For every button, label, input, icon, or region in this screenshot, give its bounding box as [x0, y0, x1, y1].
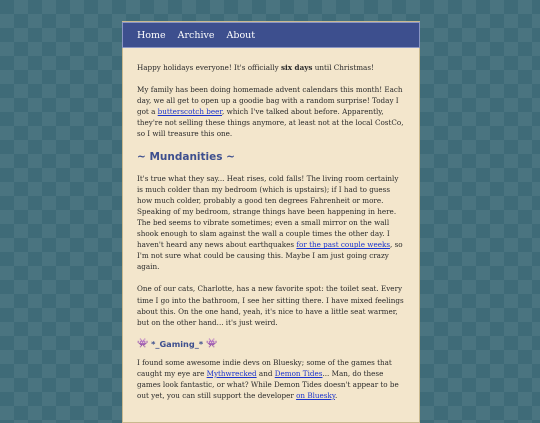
heat-text: It's true what they say... Heat rises, cold falls! The living room certainly is much colder than my bedroom (which is upstairs); if I had to guess how much colder, probably a good ten degrees Fahrenheit or more. Speaking of my bedroom, strange things have been happening in here. The bed seems to vibrate sometimes; even a small mirror on the wall shook enough to slam against the wall a couple times the other day. I haven't heard any news about earthquakes [137, 173, 399, 250]
bluesky-link[interactable]: on Bluesky [296, 391, 335, 401]
intro-paragraph-2 [137, 84, 405, 139]
demon-tides-link[interactable]: Demon Tides [274, 368, 323, 378]
intro-paragraph-1 [137, 62, 405, 73]
gaming-paragraph-1 [137, 357, 405, 401]
indie-text-mid: ... Man, do these games look fantastic, or what? While Demon Tides doesn't appear to be out yet, you can still support the developer [137, 368, 399, 401]
mundanities-paragraph-2: One of our cats, Charlotte, has a new favorite spot: the toilet seat. Every time I go into the bathroom, I see her sitting there. I have mixed feelings about this. On the one hand, yeah, it's nice to have a little seat warmer, but on the other hand... it's just weird. [137, 284, 404, 327]
post-content [123, 48, 419, 401]
days-count: six days [280, 63, 313, 72]
mythwrecked-link[interactable]: Mythwrecked [206, 368, 257, 378]
indie-text-and: and [256, 368, 275, 378]
nav-archive-link[interactable]: Archive [177, 29, 215, 41]
nav-home-link[interactable]: Home [137, 29, 166, 41]
top-navbar [122, 22, 420, 48]
advent-text-end: , which I've talked about before. Apparently, they're not selling these things anymore, at least not at the local CostCo, so I will treasure this one. [137, 107, 404, 139]
alien-monster-icon-right: 👾 [205, 338, 218, 349]
mundanities-paragraph-1 [137, 173, 405, 273]
gaming-heading-text: *_Gaming_* [151, 338, 204, 349]
indie-text-end: . [334, 391, 338, 401]
alien-monster-icon: 👾 [137, 338, 149, 349]
blog-page [122, 21, 420, 423]
intro-text: Happy holidays everyone! It's officially [137, 63, 281, 72]
indie-text: I found some awesome indie devs on Bluesky; some of the games that caught my eye are [137, 357, 392, 378]
mundanities-heading: ~ Mundanities ~ [137, 150, 235, 163]
earthquakes-link[interactable]: for the past couple weeks [296, 240, 391, 250]
nav-about-link[interactable]: About [226, 29, 256, 41]
gaming-heading [137, 339, 405, 349]
intro-text-end: until Christmas! [312, 63, 374, 72]
butterscotch-beer-link[interactable]: butterscotch beer [157, 107, 222, 117]
heat-text-end: , so I'm not sure what could be causing this. Maybe I am just going crazy again. [137, 240, 403, 272]
advent-text: My family has been doing homemade advent calendars this month! Each day, we all get to open up a goodie bag with a random surprise! Today I got a [137, 85, 403, 117]
